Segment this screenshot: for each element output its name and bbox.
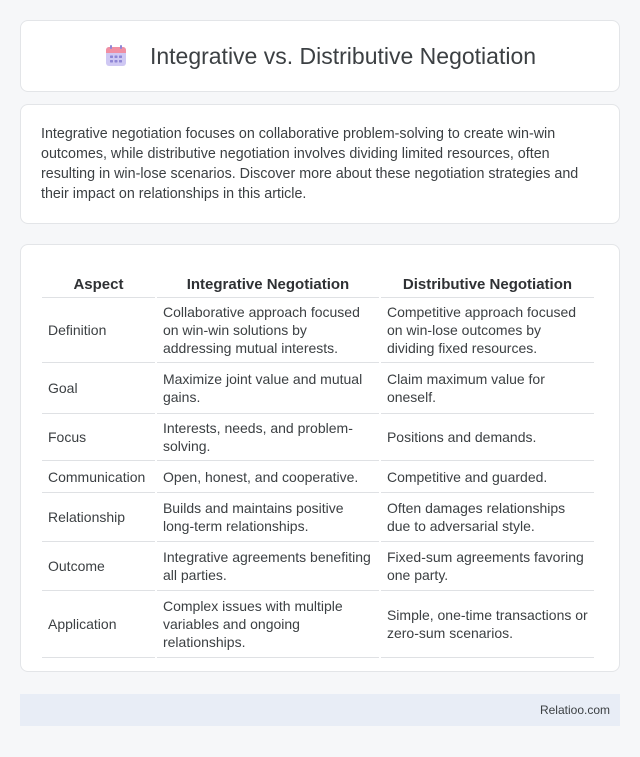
row-distributive: Often damages relationships due to adversarial style. [381, 493, 594, 542]
row-integrative: Complex issues with multiple variables and ongoing relationships. [157, 591, 379, 658]
table-row [42, 363, 594, 414]
header-distributive: Distributive Negotiation [381, 265, 594, 298]
row-aspect: Outcome [42, 542, 155, 591]
title-wrap [104, 43, 536, 70]
page-title: Integrative vs. Distributive Negotiation [149, 42, 537, 69]
footer-brand[interactable]: Relatioo.com [539, 703, 610, 717]
row-integrative: Maximize joint value and mutual gains. [157, 363, 379, 414]
header-integrative: Integrative Negotiation [157, 265, 379, 298]
footer [20, 694, 620, 726]
row-integrative: Collaborative approach focused on win-win solutions by addressing mutual interests. [157, 298, 379, 363]
row-aspect: Goal [42, 363, 155, 414]
table-row [42, 542, 594, 591]
intro-text: Integrative negotiation focuses on collaborative problem-solving to create win-win outcomes, while distributive negotiation involves dividing limited resources, often resulting in win-lose scenarios. Discover more about these negotiation strategies and their impact on relationships in this article. [41, 126, 579, 202]
row-aspect: Application [42, 591, 155, 658]
comparison-card [20, 244, 620, 672]
row-integrative: Interests, needs, and problem-solving. [157, 414, 379, 461]
row-aspect: Communication [42, 461, 155, 493]
row-integrative: Integrative agreements benefiting all parties. [157, 542, 379, 591]
row-integrative: Open, honest, and cooperative. [157, 461, 379, 493]
row-aspect: Focus [42, 414, 155, 461]
table-row [42, 591, 594, 658]
table-header-row [42, 265, 594, 298]
row-distributive: Competitive approach focused on win-lose outcomes by dividing fixed resources. [381, 298, 594, 363]
row-aspect: Definition [42, 298, 155, 363]
comparison-table [40, 265, 596, 658]
row-distributive: Claim maximum value for oneself. [381, 363, 594, 414]
row-distributive: Simple, one-time transactions or zero-sum scenarios. [381, 591, 594, 658]
row-distributive: Competitive and guarded. [381, 461, 594, 493]
table-row [42, 493, 594, 542]
table-row [42, 461, 594, 493]
title-card [20, 20, 620, 92]
row-distributive: Fixed-sum agreements favoring one party. [381, 542, 594, 591]
table-row [42, 414, 594, 461]
calendar-icon [104, 44, 128, 68]
table-row [42, 298, 594, 363]
row-integrative: Builds and maintains positive long-term relationships. [157, 493, 379, 542]
row-distributive: Positions and demands. [381, 414, 594, 461]
intro-card [20, 104, 620, 224]
header-aspect: Aspect [42, 265, 155, 298]
row-aspect: Relationship [42, 493, 155, 542]
